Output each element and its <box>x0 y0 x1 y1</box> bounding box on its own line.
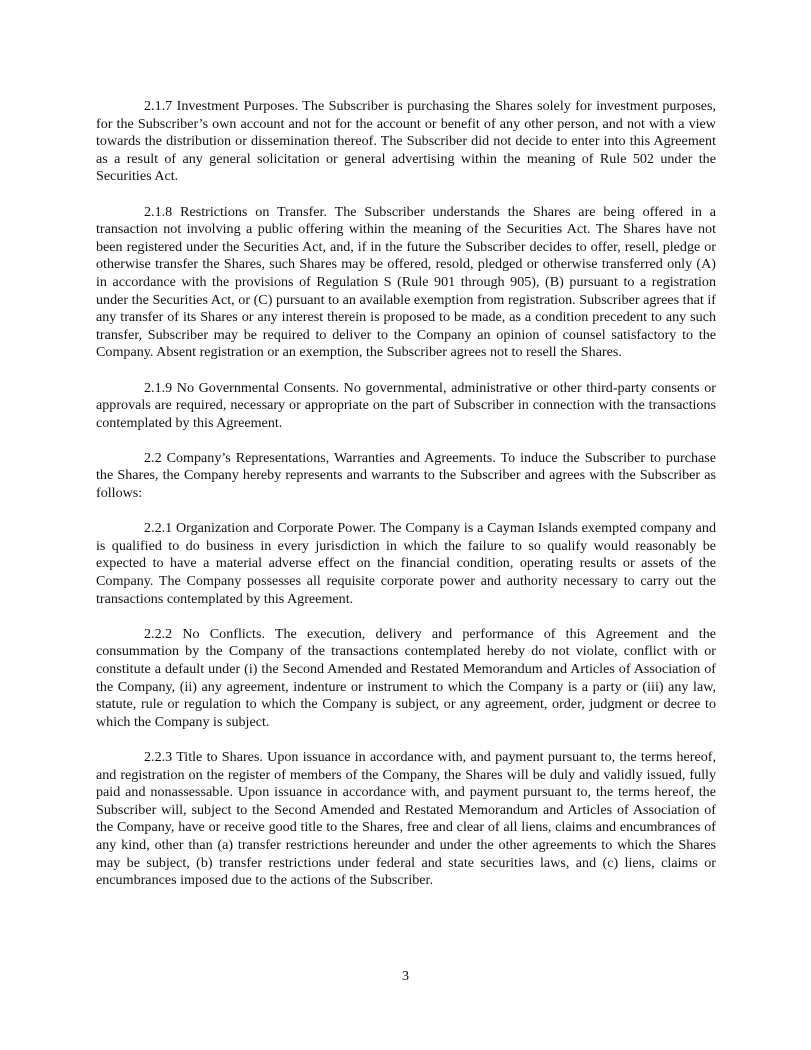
paragraph-2-2-3-title-to-shares: 2.2.3 Title to Shares. Upon issuance in accordance with, and payment pursuant to, the terms hereof, and registration on the register of members of the Company, the Shares will be duly and validly issued, fully paid and nonassessable. Upon issuance in accordance with, and payment pursuant to, the terms hereof, the Subscriber will, subject to the Second Amended and Restated Memorandum and Articles of Association of the Company, have or receive good title to the Shares, free and clear of all liens, claims and encumbrances of any kind, other than (a) transfer restrictions hereunder and under the other agreements to which the Shares may be subject, (b) transfer restrictions under federal and state securities laws, and (c) liens, claims or encumbrances imposed due to the actions of the Subscriber. <box>96 748 716 889</box>
paragraph-2-1-8-restrictions-on-transfer: 2.1.8 Restrictions on Transfer. The Subscriber understands the Shares are being offered in a transaction not involving a public offering within the meaning of the Securities Act. The Shares have not been registered under the Securities Act, and, if in the future the Subscriber decides to offer, resell, pledge or otherwise transfer the Shares, such Shares may be offered, resold, pledged or otherwise transferred only (A) in accordance with the provisions of Regulation S (Rule 901 through 905), (B) pursuant to a registration under the Securities Act, or (C) pursuant to an available exemption from registration. Subscriber agrees that if any transfer of its Shares or any interest therein is proposed to be made, as a condition precedent to any such transfer, Subscriber may be required to deliver to the Company an opinion of counsel satisfactory to the Company. Absent registration or an exemption, the Subscriber agrees not to resell the Shares. <box>96 203 716 361</box>
paragraph-2-1-9-no-governmental-consents: 2.1.9 No Governmental Consents. No governmental, administrative or other third-party consents or approvals are required, necessary or appropriate on the part of Subscriber in connection with the transactions contemplated by this Agreement. <box>96 379 716 431</box>
paragraph-2-1-7-investment-purposes: 2.1.7 Investment Purposes. The Subscriber is purchasing the Shares solely for investment purposes, for the Subscriber’s own account and not for the account or benefit of any other person, and not with a view towards the distribution or dissemination thereof. The Subscriber did not decide to enter into this Agreement as a result of any general solicitation or general advertising within the meaning of Rule 502 under the Securities Act. <box>96 98 716 185</box>
document-page <box>96 98 716 907</box>
page-number: 3 <box>401 968 410 984</box>
paragraph-2-2-2-no-conflicts: 2.2.2 No Conflicts. The execution, delivery and performance of this Agreement and the consummation by the Company of the transactions contemplated hereby do not violate, conflict with or constitute a default under (i) the Second Amended and Restated Memorandum and Articles of Association of the Company, (ii) any agreement, indenture or instrument to which the Company is a party or (iii) any law, statute, rule or regulation to which the Company is subject, or any agreement, order, judgment or decree to which the Company is subject. <box>96 625 716 730</box>
paragraph-2-2-1-organization-and-corporate-power: 2.2.1 Organization and Corporate Power. The Company is a Cayman Islands exempted company and is qualified to do business in every jurisdiction in which the failure to so qualify would reasonably be expected to have a material adverse effect on the financial condition, operating results or assets of the Company. The Company possesses all requisite corporate power and authority necessary to carry out the transactions contemplated by this Agreement. <box>96 520 716 607</box>
paragraph-2-2-company-representations: 2.2 Company’s Representations, Warranties and Agreements. To induce the Subscriber to purchase the Shares, the Company hereby represents and warrants to the Subscriber and agrees with the Subscriber as follows: <box>96 449 716 502</box>
